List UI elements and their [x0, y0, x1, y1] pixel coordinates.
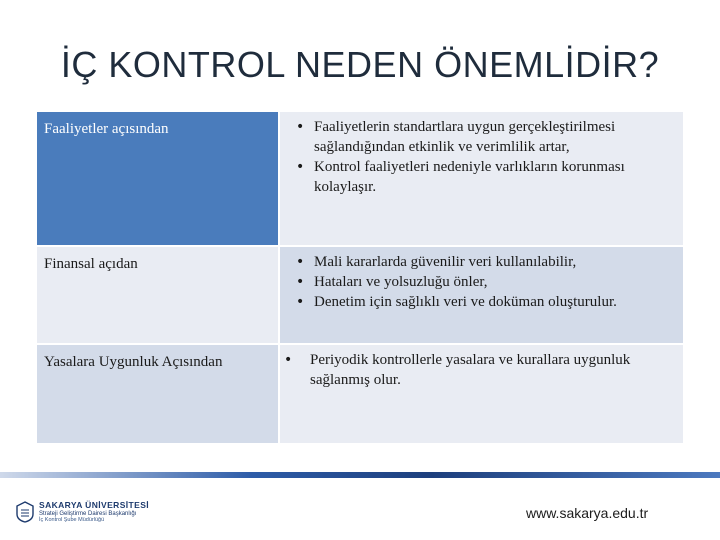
slide-title: İÇ KONTROL NEDEN ÖNEMLİDİR? [60, 44, 660, 85]
row-label: Finansal açıdan [37, 247, 278, 343]
logo-unit: İç Kontrol Şube Müdürlüğü [39, 517, 105, 523]
table-row [37, 345, 683, 443]
university-logo [15, 500, 175, 528]
university-emblem-icon [15, 501, 35, 523]
row-content [280, 345, 683, 443]
row-label: Faaliyetler açısından [37, 112, 278, 245]
website-url: www.sakarya.edu.tr [526, 505, 649, 521]
logo-name: SAKARYA ÜNİVERSİTESİ [39, 500, 150, 510]
logo-department: Strateji Geliştirme Dairesi Başkanlığı [39, 511, 137, 517]
content-table [37, 112, 683, 443]
footer-divider [0, 472, 720, 478]
row-content [280, 247, 683, 343]
table-row [37, 112, 683, 245]
table-row [37, 247, 683, 343]
row-content [280, 112, 683, 245]
row-label: Yasalara Uygunluk Açısından [37, 345, 278, 443]
list-item: • Faaliyetlerin standartlara uygun gerçekleştirilmesi sağlandığından etkinlik ve verimlilik artar, [288, 117, 677, 157]
list-item: • Hataları ve yolsuzluğu önler, [288, 272, 677, 292]
list-item: • Mali kararlarda güvenilir veri kullanılabilir, [288, 252, 677, 272]
list-item: • Denetim için sağlıklı veri ve doküman oluşturulur. [288, 292, 677, 312]
list-item: • Kontrol faaliyetleri nedeniyle varlıkların korunması kolaylaşır. [288, 157, 677, 197]
list-item: • Periyodik kontrollerle yasalara ve kurallara uygunluk sağlanmış olur. [284, 350, 677, 390]
